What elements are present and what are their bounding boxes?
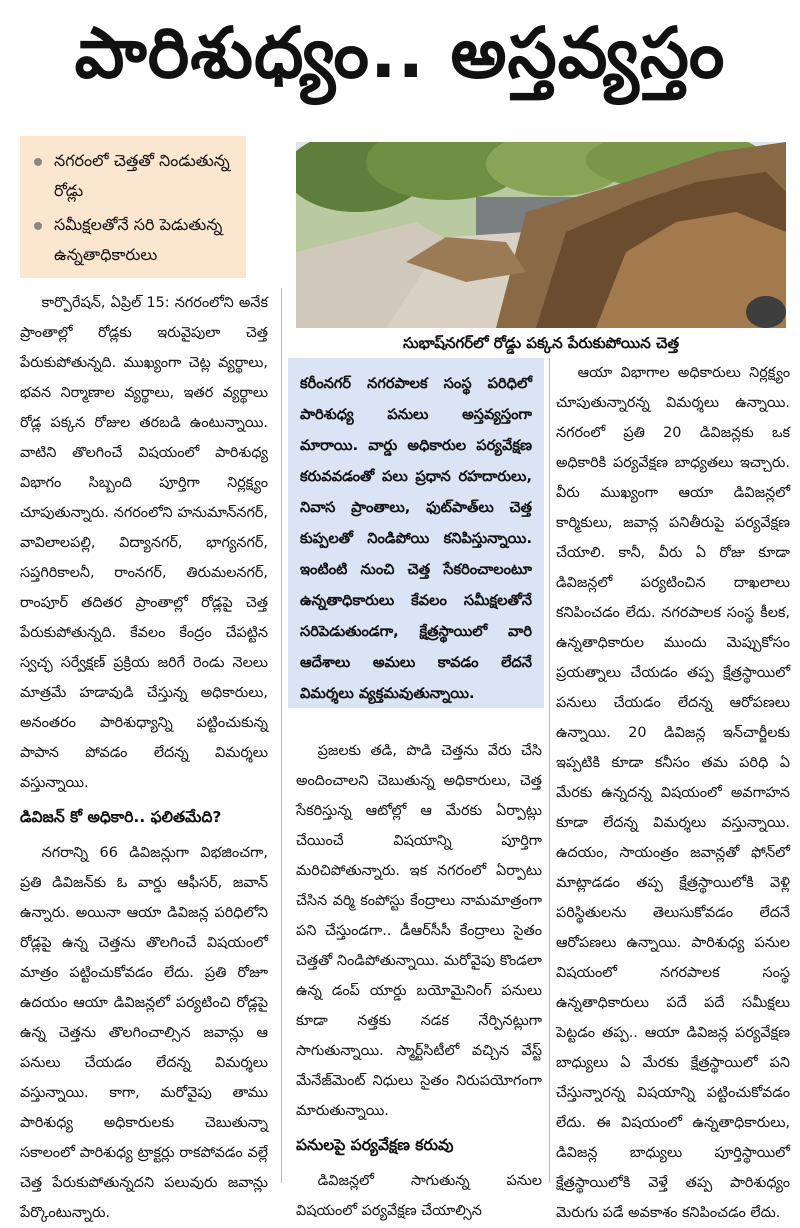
paragraph: డివిజన్లలో సాగుతున్న పనుల విషయంలో పర్యవేక్షణ చేయాల్సిన [296,1173,542,1219]
garbage-photo [296,142,786,328]
paragraph: కార్పొరేషన్, ఏప్రిల్ 15: నగరంలోని అనేక ప్రాంతాల్లో రోడ్లకు ఇరువైపులా చెత్త పేరుకుపోతున్నది. ముఖ్యంగా చెట్ల వ్యర్థాలు, భవన నిర్మాణాల వ్యర్థాలు, ఇతర వ్యర్థాలు రోడ్ల పక్కన రోజుల తరబడి ఉంటున్నాయి. వాటిని తొలగించే విషయంలో పారిశుధ్య విభాగం సిబ్బంది పూర్తిగా నిర్లక్ష్యం చూపుతున్నారు. నగరంలోని హనుమాన్‌నగర్, వావిలాలపల్లి, విద్యానగర్, భాగ్యనగర్, సప్తగిరికాలనీ, రాంనగర్, తిరుమలనగర్, రాంపూర్ తదితర ప్రాంతాల్లో రోడ్లపై చెత్త పేరుకుపోతున్నది. కేవలం కేంద్రం చేపట్టిన స్వచ్ఛ సర్వేక్షణ్ ప్రక్రియ జరిగే రెండు నెలలు మాత్రమే హడావుడి చేస్తున్న అధికారులు, అనంతరం పారిశుధ్యాన్ని పట్టించుకున్న పాపాన పోవడం లేదన్న విమర్శలు వస్తున్నాయి. [20,295,268,791]
paragraph: ఆయా విభాగాల అధికారులు నిర్లక్ష్యం చూపుతున్నారన్న విమర్శలు ఉన్నాయి. నగరంలో ప్రతి 20 డివిజన్లకు ఒక అధికారికి పర్యవేక్షణ బాధ్యతలు ఇచ్చారు. వీరు ముఖ్యంగా ఆయా డివిజన్లలో కార్మికులు, జవాన్ల పనితీరుపై పర్యవేక్షణ చేయాలి. కానీ, వీరు ఏ రోజు కూడా డివిజన్లలో పర్యటించిన దాఖలాలు కనిపించడం లేదు. నగరపాలక సంస్థ కీలక, ఉన్నతాధికారుల ముందు మెప్పుకోసం ప్రయత్నాలు చేయడం తప్ప క్షేత్రస్థాయిలో పనులు చేయడం లేదన్న ఆరోపణలు ఉన్నాయి. 20 డివిజన్ల ఇన్‌చార్జీలకు ఇప్పటికి కూడా కనీసం తమ పరిధి ఏ మేరకు ఉన్నదన్న విషయంలో అవగాహన కూడా లేదన్న విమర్శలు వస్తున్నాయి. ఉదయం, సాయంత్రం జవాన్లతో ఫోన్‌లో మాట్లాడడం తప్ప క్షేత్రస్థాయిలోకి వెళ్లి పరిస్థితులను తెలుసుకోవడం లేదనే ఆరోపణలు ఉన్నాయి. పారిశుధ్య పనుల విషయంలో నగరపాలక సంస్థ ఉన్నతాధికారులు పదే పదే సమీక్షలు పెట్టడం తప్ప.. ఆయా డివిజన్ల పర్యవేక్షణ బాధ్యులు ఏ మేరకు క్షేత్రస్థాయిలో పని చేస్తున్నారన్న విషయాన్ని పట్టించుకోవడం లేదు. ఈ విషయంలో ఉన్నతాధికారులు, డివిజన్ల బాధ్యులు పూర్తిస్థాయిలో క్షేత్రస్థాయిలోకి వెళ్తే తప్ప పారిశుధ్యం మెరుగు పడే అవకాశం కనిపించడం లేదు. [556,365,790,1221]
highlight-item: నగరంలో చెత్తతో నిండుతున్న రోడ్లు [30,146,238,206]
article-column-2 [296,736,542,1219]
highlight-item: సమీక్షలతోనే సరి పెడుతున్న ఉన్నతాధికారులు [30,210,238,270]
headline: పారిశుధ్యం.. అస్తవ్యస్తం [74,11,726,94]
garbage-photo-illustration [296,142,786,328]
column-divider [549,358,550,1183]
section-subhead: పనులపై పర్యవేక్షణ కరువు [296,1136,454,1154]
summary-box: కరీంనగర్ నగరపాలక సంస్థ పరిధిలో పారిశుధ్య పనులు అస్తవ్యస్తంగా మారాయి. వార్డు అధికారుల పర్యవేక్షణ కరువవడంతో పలు ప్రధాన రహదారులు, నివాస ప్రాంతాలు, ఫుట్‌పాత్‌లు చెత్త కుప్పలతో నిండిపోయి కనిపిస్తున్నాయి. ఇంటింటి నుంచి చెత్త సేకరించాలంటూ ఉన్నతాధికారులు కేవలం సమీక్షలతోనే సరిపెడుతుండగా, క్షేత్రస్థాయిలో వారి ఆదేశాలు అమలు కావడం లేదనే విమర్శలు వ్యక్తమవుతున్నాయి. [288,358,544,708]
highlights-box [20,136,246,278]
article-column-1 [20,288,268,1221]
paragraph: ప్రజలకు తడి, పొడి చెత్తను వేరు చేసి అందించాలని చెబుతున్న అధికారులు, చెత్త సేకరిస్తున్న ఆటోల్లో ఆ మేరకు ఏర్పాట్లు చేయించే విషయాన్ని పూర్తిగా మరిచిపోతున్నారు. ఇక నగరంలో ఏర్పాటు చేసిన వర్మి కంపోస్టు కేంద్రాలు నామమాత్రంగా పని చేస్తుండగా.. డీఆర్‌సీసీ కేంద్రాలు సైతం చెత్తతో నిండిపోతున్నాయి. మరోవైపు కొండలా ఉన్న డంప్ యార్డు బయోమైనింగ్ పనులు కూడా నత్తకు నడక నేర్పినట్లుగా సాగుతున్నాయి. స్మార్ట్‌సిటీలో వచ్చిన వేస్ట్ మేనేజ్‌మెంట్ నిధులు సైతం నిరుపయోగంగా మారుతున్నాయి. [296,743,542,1119]
photo-caption: సుభాష్‌నగర్‌లో రోడ్డు పక్కన పేరుకుపోయిన చెత్త [402,334,680,352]
highlights-list [30,146,238,270]
paragraph: నగరాన్ని 66 డివిజన్లుగా విభజించగా, ప్రతి డివిజన్‌కు ఓ వార్డు ఆఫీసర్, జవాన్ ఉన్నారు. అయినా ఆయా డివిజన్ల పరిధిలోని రోడ్లపై ఉన్న చెత్తను తొలగించే విషయంలో మాత్రం పట్టించుకోవడం లేదు. ప్రతి రోజూ ఉదయం ఆయా డివిజన్లలో పర్యటించి రోడ్లపై ఉన్న చెత్తను తొలగించాల్సిన జవాన్లు ఆ పనులు చేయడం లేదన్న విమర్శలు వస్తున్నాయి. కాగా, మరోవైపు తాము పారిశుధ్య అధికారులకు చెబుతున్నా సకాలంలో పారిశుధ్య ట్రాక్టర్లు రాకపోవడం వల్లే చెత్త పేరుకుపోతున్నదని పలువురు జవాన్లు పేర్కొంటున్నారు. [20,845,268,1221]
section-subhead: డివిజన్ కో అధికారి.. ఫలితమేది? [20,808,222,826]
column-divider [281,288,282,1183]
article-column-3 [556,358,790,1221]
